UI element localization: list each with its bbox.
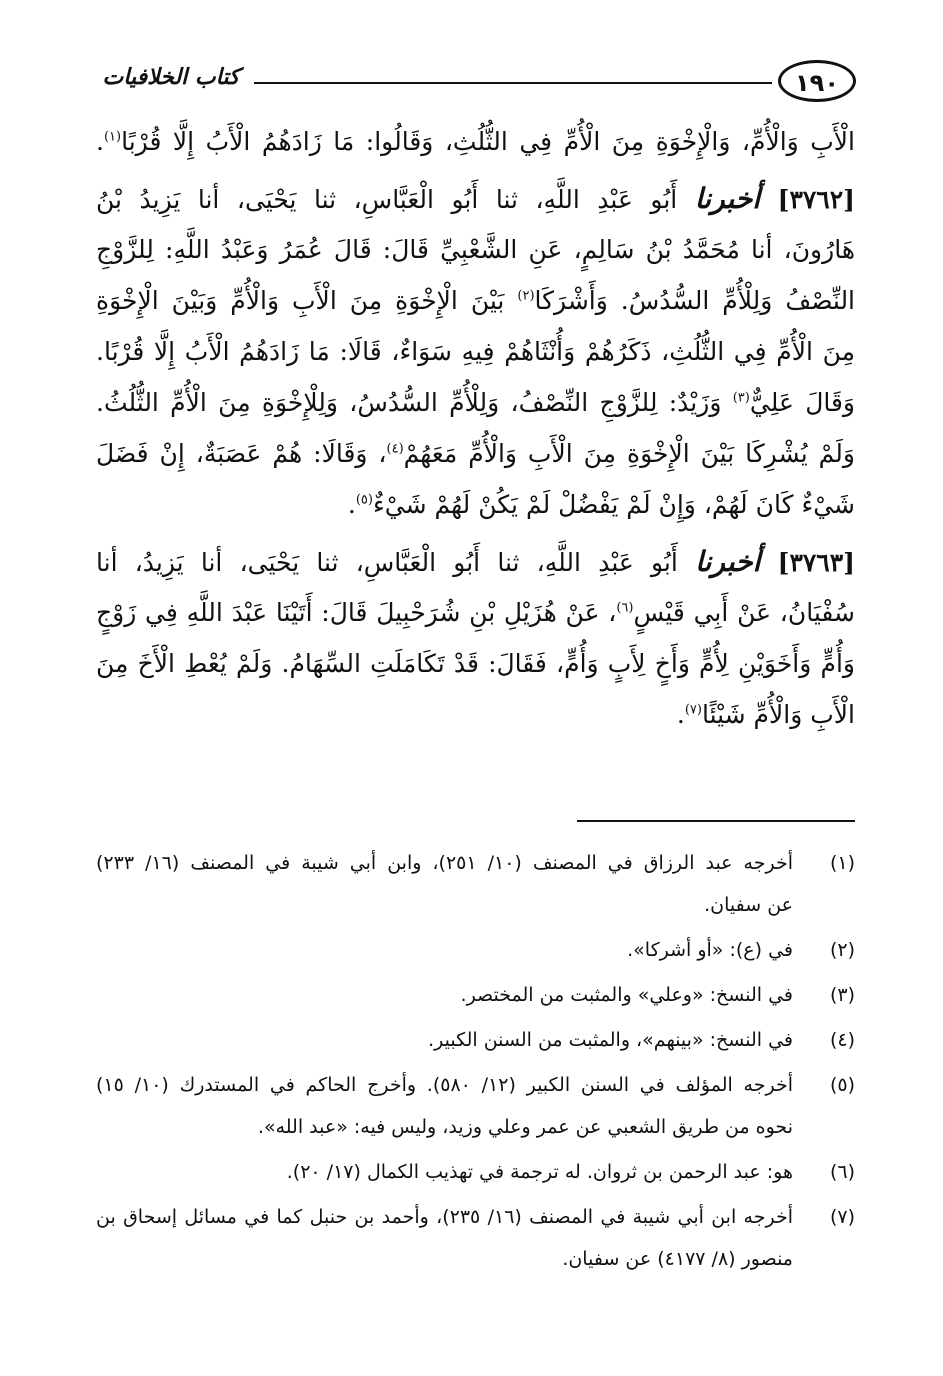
hadith-number: [٣٧٦٢]: [777, 185, 855, 214]
text-line: وَأُمٍّ وَأَخَوَيْنِ لِأُمٍّ وَأَخٍ لِأَبٍ وَأُمٍّ، فَقَالَ: قَدْ تَكَامَلَتِ السِّهَامُ. وَلَمْ يُعْطِ الْأَخَ مِنَ: [96, 649, 855, 678]
footnote-item: [96, 1064, 855, 1148]
footnote-item: [96, 974, 855, 1016]
footnote-ref: (٢): [517, 288, 535, 304]
hadith-number: [٣٧٦٣]: [777, 548, 855, 577]
akhbarana-heading: أخبرنا: [695, 545, 761, 578]
footnote-marker: (٣): [829, 984, 855, 1006]
footnote-marker: (٤): [829, 1029, 855, 1051]
footnote-text: أخرجه ابن أبي شيبة في المصنف (١٦/ ٢٣٥)، وأحمد بن حنبل كما في مسائل إسحاق بن: [96, 1206, 793, 1228]
footnote-ref: (٥): [355, 492, 373, 508]
page-header: [96, 54, 856, 110]
text-line: الْأَبِ وَالْأُمِّ، وَالْإِخْوَةِ مِنَ الْأُمِّ فِي الثُّلُثِ، وَقَالُوا: مَا زَادَهُمُ الْأَبُ إِلَّا قُرْبًا$^{(١)}$.: [96, 127, 855, 156]
footnote-text: منصور (٨/ ٤١٧٧) عن سفيان.: [562, 1248, 793, 1270]
text-line: شَيْءٌ كَانَ لَهُمْ، وَإِنْ لَمْ يَفْضُلْ لَمْ يَكُنْ لَهُمْ شَيْءٌ$^{(٥)}$.: [347, 490, 855, 519]
footnote-separator: [577, 820, 855, 822]
text-line: هَارُونَ، أنا مُحَمَّدُ بْنُ سَالِمٍ، عَنِ الشَّعْبِيِّ قَالَ: قَالَ عُمَرُ وَعَبْدُ اللَّهِ: لِلزَّوْجِ: [96, 235, 855, 264]
footnote-text: أخرجه عبد الرزاق في المصنف (١٠/ ٢٥١)، وابن أبي شيبة في المصنف (١٦/ ٢٣٣): [96, 852, 793, 874]
footnote-ref: (٧): [684, 702, 702, 718]
text-line: النِّصْفُ وَلِلْأُمِّ السُّدُسُ. وَأَشْرَكَا$^{(٢)}$ بَيْنَ الْإِخْوَةِ مِنَ الْأَبِ وَالْأُمِّ وَبَيْنَ الْإِخْوَةِ: [96, 286, 855, 315]
footnote-ref: (١): [103, 129, 122, 145]
text-line: [٣٧٦٣] أخبرنا أَبُو عَبْدِ اللَّهِ، ثنا أَبُو الْعَبَّاسِ، ثنا يَحْيَى، أنا يَزِيدُ، أنا: [96, 545, 855, 578]
main-text: [96, 116, 855, 740]
footnote-text: في (ع): «أو أشركا».: [627, 939, 793, 961]
akhbarana-heading: أخبرنا: [694, 182, 761, 215]
text-line: الْأَبِ وَالْأُمِّ شَيْئًا$^{(٧)}$.: [676, 700, 855, 729]
footnote-item: [96, 842, 855, 926]
footnote-ref: (٦): [616, 600, 634, 616]
header-rule: [254, 82, 772, 84]
text-line: مِنَ الْأُمِّ فِي الثُّلُثِ، ذَكَرُهُمْ وَأُنْثَاهُمْ فِيهِ سَوَاءٌ، قَالَا: مَا زَادَهُمُ الْأَبُ إِلَّا قُرْبًا.: [96, 337, 855, 366]
footnote-ref: (٣): [732, 390, 750, 406]
footnote-text: عن سفيان.: [704, 894, 793, 916]
text-line: وَلَمْ يُشْرِكَا بَيْنَ الْإِخْوَةِ مِنَ الْأَبِ وَالْأُمِّ مَعَهُمْ$^{(٤)}$، وَقَالَا: هُمْ عَصَبَةٌ، إِنْ فَضَلَ: [96, 439, 855, 468]
book-title: كتاب الخلافيات: [102, 64, 240, 90]
footnote-text: نحوه من طريق الشعبي عن عمر وعلي وزيد، وليس فيه: «عبد الله».: [257, 1116, 793, 1138]
footnotes: [96, 842, 855, 1283]
footnote-marker: (٢): [829, 939, 855, 961]
text-line: وَقَالَ عَلِيٌّ$^{(٣)}$ وَزَيْدٌ: لِلزَّوْجِ النِّصْفُ، وَلِلْأُمِّ السُّدُسُ، وَلِلْإِخْوَةِ مِنَ الْأُمِّ الثُّلُثُ.: [96, 388, 855, 417]
footnote-ref: (٤): [386, 441, 404, 457]
footnote-text: في النسخ: «وعلي» والمثبت من المختصر.: [460, 984, 793, 1006]
footnote-marker: (٦): [829, 1161, 855, 1183]
text-line: [٣٧٦٢] أخبرنا أَبُو عَبْدِ اللَّهِ، ثنا أَبُو الْعَبَّاسِ، ثنا يَحْيَى، أنا يَزِيدُ بْنُ: [96, 182, 855, 215]
footnote-text: في النسخ: «بينهم»، والمثبت من السنن الكبير.: [428, 1029, 793, 1051]
footnote-item: [96, 929, 855, 971]
footnote-marker: (٧): [829, 1206, 855, 1228]
footnote-text: هو: عبد الرحمن بن ثروان. له ترجمة في تهذيب الكمال (١٧/ ٢٠).: [286, 1161, 793, 1183]
text-line: سُفْيَانُ، عَنْ أَبِي قَيْسٍ$^{(٦)}$، عَنْ هُزَيْلِ بْنِ شُرَحْبِيلَ قَالَ: أَتَيْنَا عَبْدَ اللَّهِ فِي زَوْجٍ: [96, 598, 855, 627]
footnote-marker: (١): [829, 852, 855, 874]
footnote-item: [96, 1151, 855, 1193]
footnote-item: [96, 1196, 855, 1280]
footnote-text: أخرجه المؤلف في السنن الكبير (١٢/ ٥٨٠). وأخرج الحاكم في المستدرك (١٠/ ١٥): [96, 1074, 793, 1096]
footnote-item: [96, 1019, 855, 1061]
footnote-marker: (٥): [829, 1074, 855, 1096]
page-number: ١٩٠: [778, 60, 856, 102]
